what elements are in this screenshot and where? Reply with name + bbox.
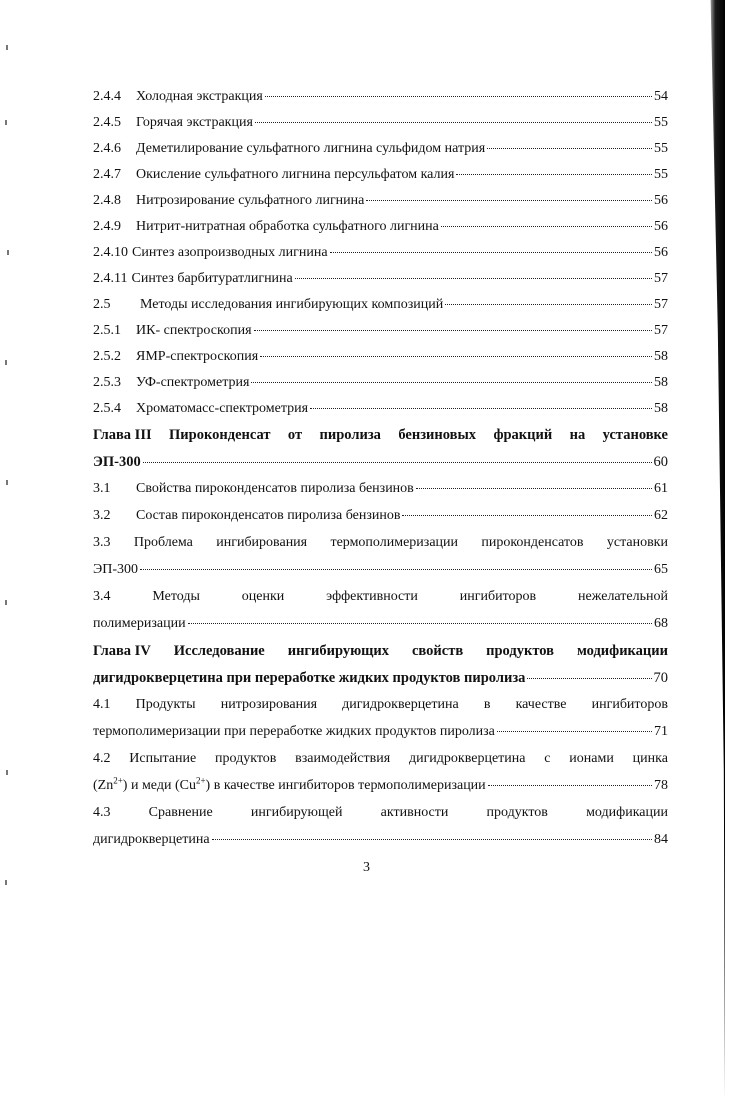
toc-entry-number: 2.4.10 [93, 245, 128, 260]
toc-entry-word: установки [606, 535, 668, 550]
toc-entry-page: 70 [653, 670, 668, 686]
toc-entry-word: Проблема [133, 535, 193, 550]
toc-entry[interactable] [93, 503, 668, 530]
chapter-label: Глава III [93, 427, 152, 443]
table-of-contents [93, 84, 668, 854]
chapter-word: фракций [493, 427, 553, 443]
dot-leader [265, 95, 652, 97]
chapter-word: ингибирующих [287, 643, 390, 659]
toc-entry-number: 3.3 [93, 535, 111, 550]
dot-leader [188, 622, 652, 624]
text-part: (Zn [93, 778, 114, 793]
chapter-title-line [93, 665, 668, 692]
toc-entry-word: взаимодействия [295, 751, 391, 766]
dot-leader [254, 329, 652, 331]
dot-leader [140, 568, 652, 570]
scan-speck [6, 45, 8, 50]
chapter-word: установке [602, 427, 668, 443]
text-part: ) в качестве ингибиторов термополимеризации [205, 778, 486, 793]
toc-entry-3-3[interactable] [93, 530, 668, 584]
toc-entry-number: 2.4.7 [93, 167, 121, 182]
toc-entry-title: ИК- спектроскопия [136, 323, 252, 338]
toc-entry-word: оценки [241, 589, 285, 604]
chapter-label: Глава IV [93, 643, 151, 659]
chapter-word: от [287, 427, 303, 443]
toc-entry-word: ингибиторов [459, 589, 537, 604]
scan-speck [5, 360, 7, 365]
dot-leader [212, 838, 652, 840]
toc-entry-number: 2.4.9 [93, 219, 121, 234]
toc-entry-line [93, 611, 668, 638]
scan-edge-strip [709, 0, 725, 1100]
toc-entry-page: 55 [654, 141, 668, 156]
toc-entry-title: Горячая экстракция [136, 115, 253, 130]
toc-entry-title: Нитрозирование сульфатного лигнина [136, 193, 365, 208]
toc-entry-word: Продукты [135, 697, 196, 712]
chapter-word: пиролиза [319, 427, 381, 443]
toc-entry[interactable] [93, 84, 668, 110]
toc-entry-word: Методы [152, 589, 200, 604]
charge-superscript: 2+ [113, 775, 123, 786]
chapter-word: модификации [576, 643, 668, 659]
chapter-word: продуктов [486, 643, 554, 659]
toc-entry[interactable] [93, 136, 668, 162]
toc-entry-page: 55 [654, 115, 668, 130]
toc-entry-page: 61 [654, 481, 668, 496]
toc-entry-title: Нитрит-нитратная обработка сульфатного лигнина [136, 219, 439, 234]
dot-leader [497, 730, 652, 732]
toc-entry-page: 57 [654, 297, 668, 312]
toc-entry[interactable] [93, 370, 668, 396]
toc-entry-page: 55 [654, 167, 668, 182]
toc-entry[interactable] [93, 318, 668, 344]
dot-leader [330, 251, 652, 253]
toc-entry-word: ионами [569, 751, 614, 766]
scan-speck [5, 600, 7, 605]
toc-entry[interactable] [93, 162, 668, 188]
toc-entry-word: ингибирующей [250, 805, 343, 820]
text-part: ) и меди (Cu [122, 778, 196, 793]
toc-entry-word: Испытание [129, 751, 197, 766]
toc-entry-number: 2.5.3 [93, 375, 121, 390]
toc-entry-word: в [483, 697, 491, 712]
toc-entry-title-end [93, 773, 486, 799]
toc-entry-line [93, 746, 668, 773]
dot-leader [488, 784, 652, 786]
toc-entry-title: Свойства пироконденсатов пиролиза бензинов [136, 481, 414, 496]
toc-entry-word: активности [380, 805, 449, 820]
toc-entry-number: 4.2 [93, 751, 111, 766]
toc-entry-page: 68 [654, 616, 668, 631]
scan-edge-shadow [701, 0, 725, 1100]
toc-entry-page: 56 [654, 193, 668, 208]
toc-entry-word: ингибирования [216, 535, 308, 550]
toc-entry-word: модификации [586, 805, 668, 820]
toc-entry-number: 3.4 [93, 589, 111, 604]
dot-leader [366, 199, 652, 201]
toc-entry-page: 78 [654, 778, 668, 793]
toc-entry[interactable] [93, 188, 668, 214]
toc-entry-word: пироконденсатов [481, 535, 584, 550]
scan-speck [5, 120, 7, 125]
chapter-title-line [93, 638, 668, 665]
toc-entry-number: 3.2 [93, 508, 111, 523]
chapter-title-line [93, 422, 668, 449]
toc-entry-line [93, 800, 668, 827]
dot-leader [295, 277, 652, 279]
toc-entry-line [93, 530, 668, 557]
toc-entry-line [93, 692, 668, 719]
toc-entry-number: 2.5.2 [93, 349, 121, 364]
dot-leader [441, 225, 652, 227]
toc-entry-4-1[interactable] [93, 692, 668, 746]
chapter-word: бензиновых [398, 427, 477, 443]
toc-entry-page: 84 [654, 832, 668, 847]
chapter-title-end: дигидрокверцетина при переработке жидких продуктов пиролиза [93, 670, 526, 686]
toc-entry[interactable] [93, 292, 668, 318]
toc-entry[interactable] [93, 344, 668, 370]
toc-entry-title-end: ЭП-300 [93, 562, 139, 577]
toc-entry[interactable] [93, 266, 668, 292]
toc-entry-line [93, 557, 668, 584]
toc-entry-title-end: полимеризации [93, 616, 186, 631]
toc-entry-number: 2.4.8 [93, 193, 121, 208]
dot-leader [143, 461, 652, 463]
toc-entry-word: продуктов [486, 805, 548, 820]
scan-speck [7, 250, 9, 255]
toc-entry[interactable] [93, 476, 668, 503]
toc-chapter-3[interactable] [93, 422, 668, 476]
toc-entry-word: дигидрокверцетина [342, 697, 459, 712]
toc-entry-word: продуктов [215, 751, 277, 766]
page-number: 3 [363, 860, 370, 875]
toc-entry[interactable] [93, 110, 668, 136]
toc-entry-word: дигидрокверцетина [408, 751, 526, 766]
toc-entry-line [93, 719, 668, 746]
toc-entry-number: 4.1 [93, 697, 111, 712]
toc-entry-title: УФ-спектрометрия [136, 375, 250, 390]
toc-entry-title: Деметилирование сульфатного лигнина сульфидом натрия [136, 141, 486, 156]
toc-entry-page: 54 [654, 89, 668, 104]
toc-entry-line [93, 827, 668, 854]
chapter-word: на [569, 427, 586, 443]
chapter-word: свойств [412, 643, 464, 659]
toc-entry[interactable] [93, 240, 668, 266]
toc-entry-word: эффективности [326, 589, 418, 604]
dot-leader [527, 677, 651, 679]
toc-entry-number: 2.4.6 [93, 141, 121, 156]
toc-entry-page: 65 [654, 562, 668, 577]
dot-leader [251, 381, 652, 383]
toc-entry-line [93, 773, 668, 800]
chapter-title-end: ЭП-300 [93, 454, 141, 470]
toc-entry-word: ингибиторов [591, 697, 668, 712]
toc-entry-title: Окисление сульфатного лигнина персульфатом калия [136, 167, 455, 182]
scan-speck [6, 480, 8, 485]
dot-leader [260, 355, 652, 357]
toc-entry-title-end: термополимеризации при переработке жидких продуктов пиролиза [93, 724, 495, 739]
toc-entry-number: 2.4.11 [93, 271, 128, 286]
toc-entry-line [93, 584, 668, 611]
toc-entry-page: 57 [654, 323, 668, 338]
toc-entry-word: Сравнение [148, 805, 213, 820]
toc-entry-title: Холодная экстракция [136, 89, 263, 104]
toc-entry-title: Синтез барбитуратлигнина [131, 271, 293, 286]
toc-entry-word: нежелательной [578, 589, 668, 604]
toc-entry-page: 58 [654, 375, 668, 390]
toc-entry-4-2[interactable] [93, 746, 668, 800]
scan-speck [5, 880, 7, 885]
toc-entry-number: 2.4.5 [93, 115, 121, 130]
toc-entry-title: Состав пироконденсатов пиролиза бензинов [136, 508, 401, 523]
toc-entry-number: 2.5.4 [93, 401, 121, 416]
toc-entry-title-end: дигидрокверцетина [93, 832, 210, 847]
toc-entry-title: ЯМР-спектроскопия [136, 349, 259, 364]
toc-entry-title: Синтез азопроизводных лигнина [132, 245, 328, 260]
toc-entry-word: с [544, 751, 551, 766]
dot-leader [310, 407, 652, 409]
toc-entry-page: 57 [654, 271, 668, 286]
toc-entry-word: термополимеризации [330, 535, 459, 550]
toc-entry-word: качестве [515, 697, 567, 712]
toc-entry[interactable] [93, 214, 668, 240]
toc-entry-page: 71 [654, 724, 668, 739]
toc-entry-4-3[interactable] [93, 800, 668, 854]
toc-entry-number: 2.4.4 [93, 89, 121, 104]
chapter-word: Исследование [173, 643, 265, 659]
toc-entry-page: 62 [654, 508, 668, 523]
chapter-word: Пироконденсат [169, 427, 271, 443]
dot-leader [255, 121, 652, 123]
toc-entry-word: нитрозирования [220, 697, 318, 712]
toc-entry-word: цинка [632, 751, 668, 766]
toc-entry-number: 3.1 [93, 481, 111, 496]
dot-leader [487, 147, 652, 149]
toc-entry-title: Методы исследования ингибирующих композиций [140, 297, 444, 312]
scan-speck [6, 770, 8, 775]
toc-entry-number: 2.5 [93, 297, 111, 312]
toc-entry[interactable] [93, 396, 668, 422]
dot-leader [416, 487, 652, 489]
toc-entry-number: 2.5.1 [93, 323, 121, 338]
toc-entry-3-4[interactable] [93, 584, 668, 638]
dot-leader [402, 514, 652, 516]
toc-entry-page: 60 [653, 454, 668, 470]
toc-entry-page: 58 [654, 401, 668, 416]
toc-chapter-4[interactable] [93, 638, 668, 692]
dot-leader [456, 173, 652, 175]
toc-entry-title: Хроматомасс-спектрометрия [136, 401, 309, 416]
chapter-title-line [93, 449, 668, 476]
toc-entry-number: 4.3 [93, 805, 111, 820]
toc-entry-page: 56 [654, 219, 668, 234]
toc-entry-page: 58 [654, 349, 668, 364]
charge-superscript: 2+ [195, 775, 206, 786]
toc-entry-page: 56 [654, 245, 668, 260]
dot-leader [445, 303, 652, 305]
